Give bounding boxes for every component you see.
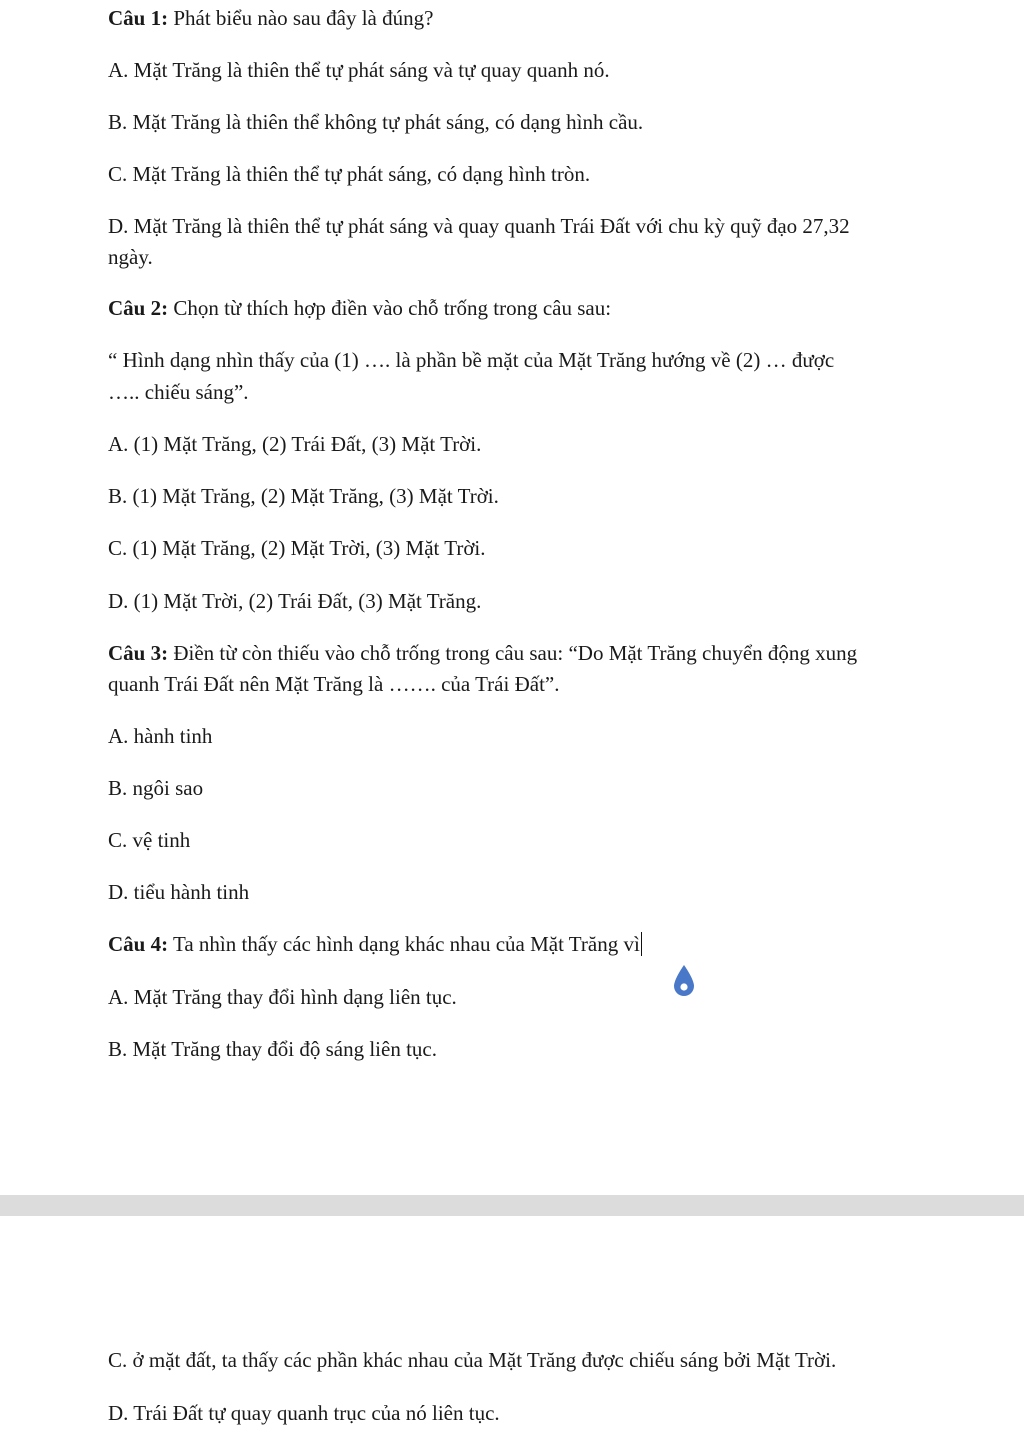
q1-option-b: B. Mặt Trăng là thiên thể không tự phát sáng, có dạng hình cầu. xyxy=(108,110,644,134)
q2-quote-line1: “ Hình dạng nhìn thấy của (1) …. là phần bề mặt của Mặt Trăng hướng về (2) … được xyxy=(108,348,835,372)
question-4-text: Ta nhìn thấy các hình dạng khác nhau của Mặt Trăng vì xyxy=(168,932,640,956)
q3-option-d: D. tiểu hành tinh xyxy=(108,880,250,904)
question-1 xyxy=(108,6,433,30)
q1-option-d-line2: ngày. xyxy=(108,245,153,269)
q3-option-b: B. ngôi sao xyxy=(108,776,204,800)
q2-quote-line2: ….. chiếu sáng”. xyxy=(108,380,249,404)
question-4 xyxy=(108,932,642,956)
q1-option-d-line1: D. Mặt Trăng là thiên thể tự phát sáng và quay quanh Trái Đất với chu kỳ quỹ đạo 27,32 xyxy=(108,214,850,238)
question-3-text-line2: quanh Trái Đất nên Mặt Trăng là ……. của Trái Đất”. xyxy=(108,672,560,696)
question-3 xyxy=(108,641,857,665)
question-3-label: Câu 3: xyxy=(108,641,169,665)
question-1-text: Phát biểu nào sau đây là đúng? xyxy=(168,6,434,30)
question-2-text: Chọn từ thích hợp điền vào chỗ trống trong câu sau: xyxy=(168,296,612,320)
document-page-2[interactable] xyxy=(0,1216,1024,1448)
question-1-label: Câu 1: xyxy=(108,6,169,30)
question-2-label: Câu 2: xyxy=(108,296,169,320)
q4-option-a: A. Mặt Trăng thay đổi hình dạng liên tục. xyxy=(108,985,457,1009)
q2-option-d: D. (1) Mặt Trời, (2) Trái Đất, (3) Mặt Trăng. xyxy=(108,589,482,613)
q4-option-b: B. Mặt Trăng thay đổi độ sáng liên tục. xyxy=(108,1037,437,1061)
teardrop-cursor-handle-icon[interactable] xyxy=(671,964,697,998)
q1-option-a: A. Mặt Trăng là thiên thể tự phát sáng và tự quay quanh nó. xyxy=(108,58,610,82)
q2-option-c: C. (1) Mặt Trăng, (2) Mặt Trời, (3) Mặt Trời. xyxy=(108,536,486,560)
q2-option-b: B. (1) Mặt Trăng, (2) Mặt Trăng, (3) Mặt Trời. xyxy=(108,484,499,508)
q2-option-a: A. (1) Mặt Trăng, (2) Trái Đất, (3) Mặt Trời. xyxy=(108,432,482,456)
q1-option-c: C. Mặt Trăng là thiên thể tự phát sáng, có dạng hình tròn. xyxy=(108,162,591,186)
question-4-label: Câu 4: xyxy=(108,932,169,956)
question-3-text-line1: Điền từ còn thiếu vào chỗ trống trong câu sau: “Do Mặt Trăng chuyển động xung xyxy=(168,641,858,665)
text-cursor xyxy=(641,932,642,956)
q4-option-c: C. ở mặt đất, ta thấy các phần khác nhau của Mặt Trăng được chiếu sáng bởi Mặt Trời. xyxy=(108,1348,837,1372)
page-break-gap xyxy=(0,1195,1024,1216)
q3-option-c: C. vệ tinh xyxy=(108,828,191,852)
q4-option-d: D. Trái Đất tự quay quanh trục của nó liên tục. xyxy=(108,1401,500,1425)
q3-option-a: A. hành tinh xyxy=(108,724,213,748)
question-2 xyxy=(108,296,611,320)
